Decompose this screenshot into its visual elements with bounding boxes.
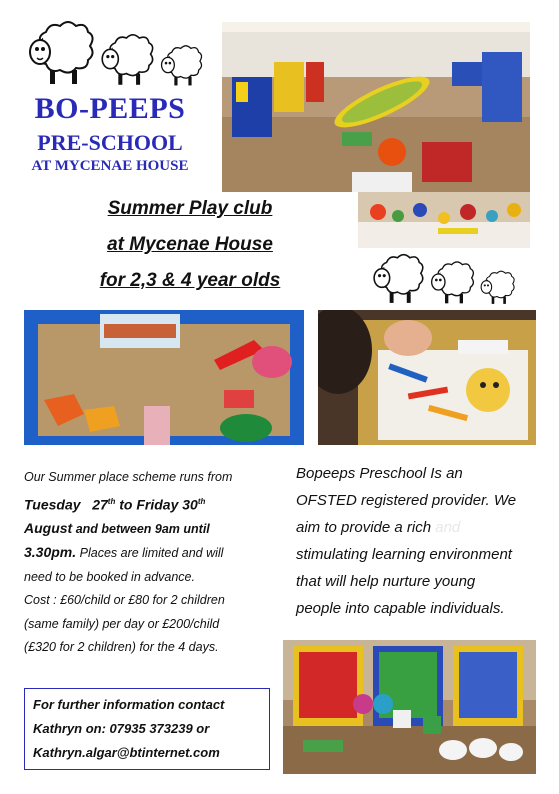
about-line-1: Bopeeps Preschool Is an [296,465,463,482]
end-suffix: th [197,496,206,506]
activity-table-photo [358,192,530,248]
sheep-row-right [372,250,516,306]
about-line-5: that will help nurture young [296,573,476,590]
advance-text: need to be booked in advance. [24,569,195,584]
start-time: 9am until [154,521,210,536]
start-date: 27 [92,496,108,513]
brand-location: AT MYCENAE HOUSE [31,158,189,174]
sheep-icon [100,30,156,88]
classroom-photo [222,22,530,192]
cost-line-3: (£320 for 2 children) for the 4 days. [24,640,219,655]
about-line-6: people into capable individuals. [296,600,505,617]
end-time: 3.30pm. [24,544,77,561]
scheme-dates [24,490,276,517]
end-day: Friday [136,496,179,513]
limited-text: Places are limited and will [79,546,224,561]
scheme-month-line [24,517,276,542]
crayon-drawing-photo [318,310,536,445]
sheep-icon [28,16,96,88]
about-line-2: OFSTED registered provider. We [296,492,517,509]
sheep-icon [160,42,204,88]
sheep-row-top [28,16,204,88]
about-line-4: stimulating learning environment [296,546,512,563]
to-word: to [119,496,133,513]
cost-line-1: Cost : £60/child or £80 for 2 children [24,593,225,608]
contact-email[interactable]: Kathryn.algar@btinternet.com [33,745,220,760]
about-line-3-faint: and [435,519,461,536]
start-suffix: th [107,496,116,506]
brand-name: BO-PEEPS [34,92,186,125]
contact-line-1: For further information contact [33,697,225,712]
sheep-icon [372,250,426,306]
sheep-icon [480,268,516,306]
scheme-end-line [24,541,276,566]
about-line-3-text: aim to provide a rich [296,519,436,536]
event-title-line1: Summer Play club [107,198,273,219]
scheme-details [24,466,276,660]
cost-line-2: (same family) per day or £200/child [24,616,220,631]
about-line-3 [296,514,536,541]
month: August [24,519,73,536]
event-title-line3: for 2,3 & 4 year olds [99,270,281,291]
sand-play-photo [24,310,304,445]
about-text [296,460,536,622]
between-text: and between [75,521,152,536]
brand-subtitle: PRE-SCHOOL [37,130,183,155]
sheep-icon [430,258,476,306]
contact-box [24,688,270,770]
scheme-intro: Our Summer place scheme runs from [24,470,233,484]
play-area-photo [283,640,536,774]
start-day: Tuesday [24,496,81,513]
end-date: 30 [182,496,198,513]
contact-phone: Kathryn on: 07935 373239 or [33,721,210,736]
event-title-line2: at Mycenae House [107,234,273,255]
